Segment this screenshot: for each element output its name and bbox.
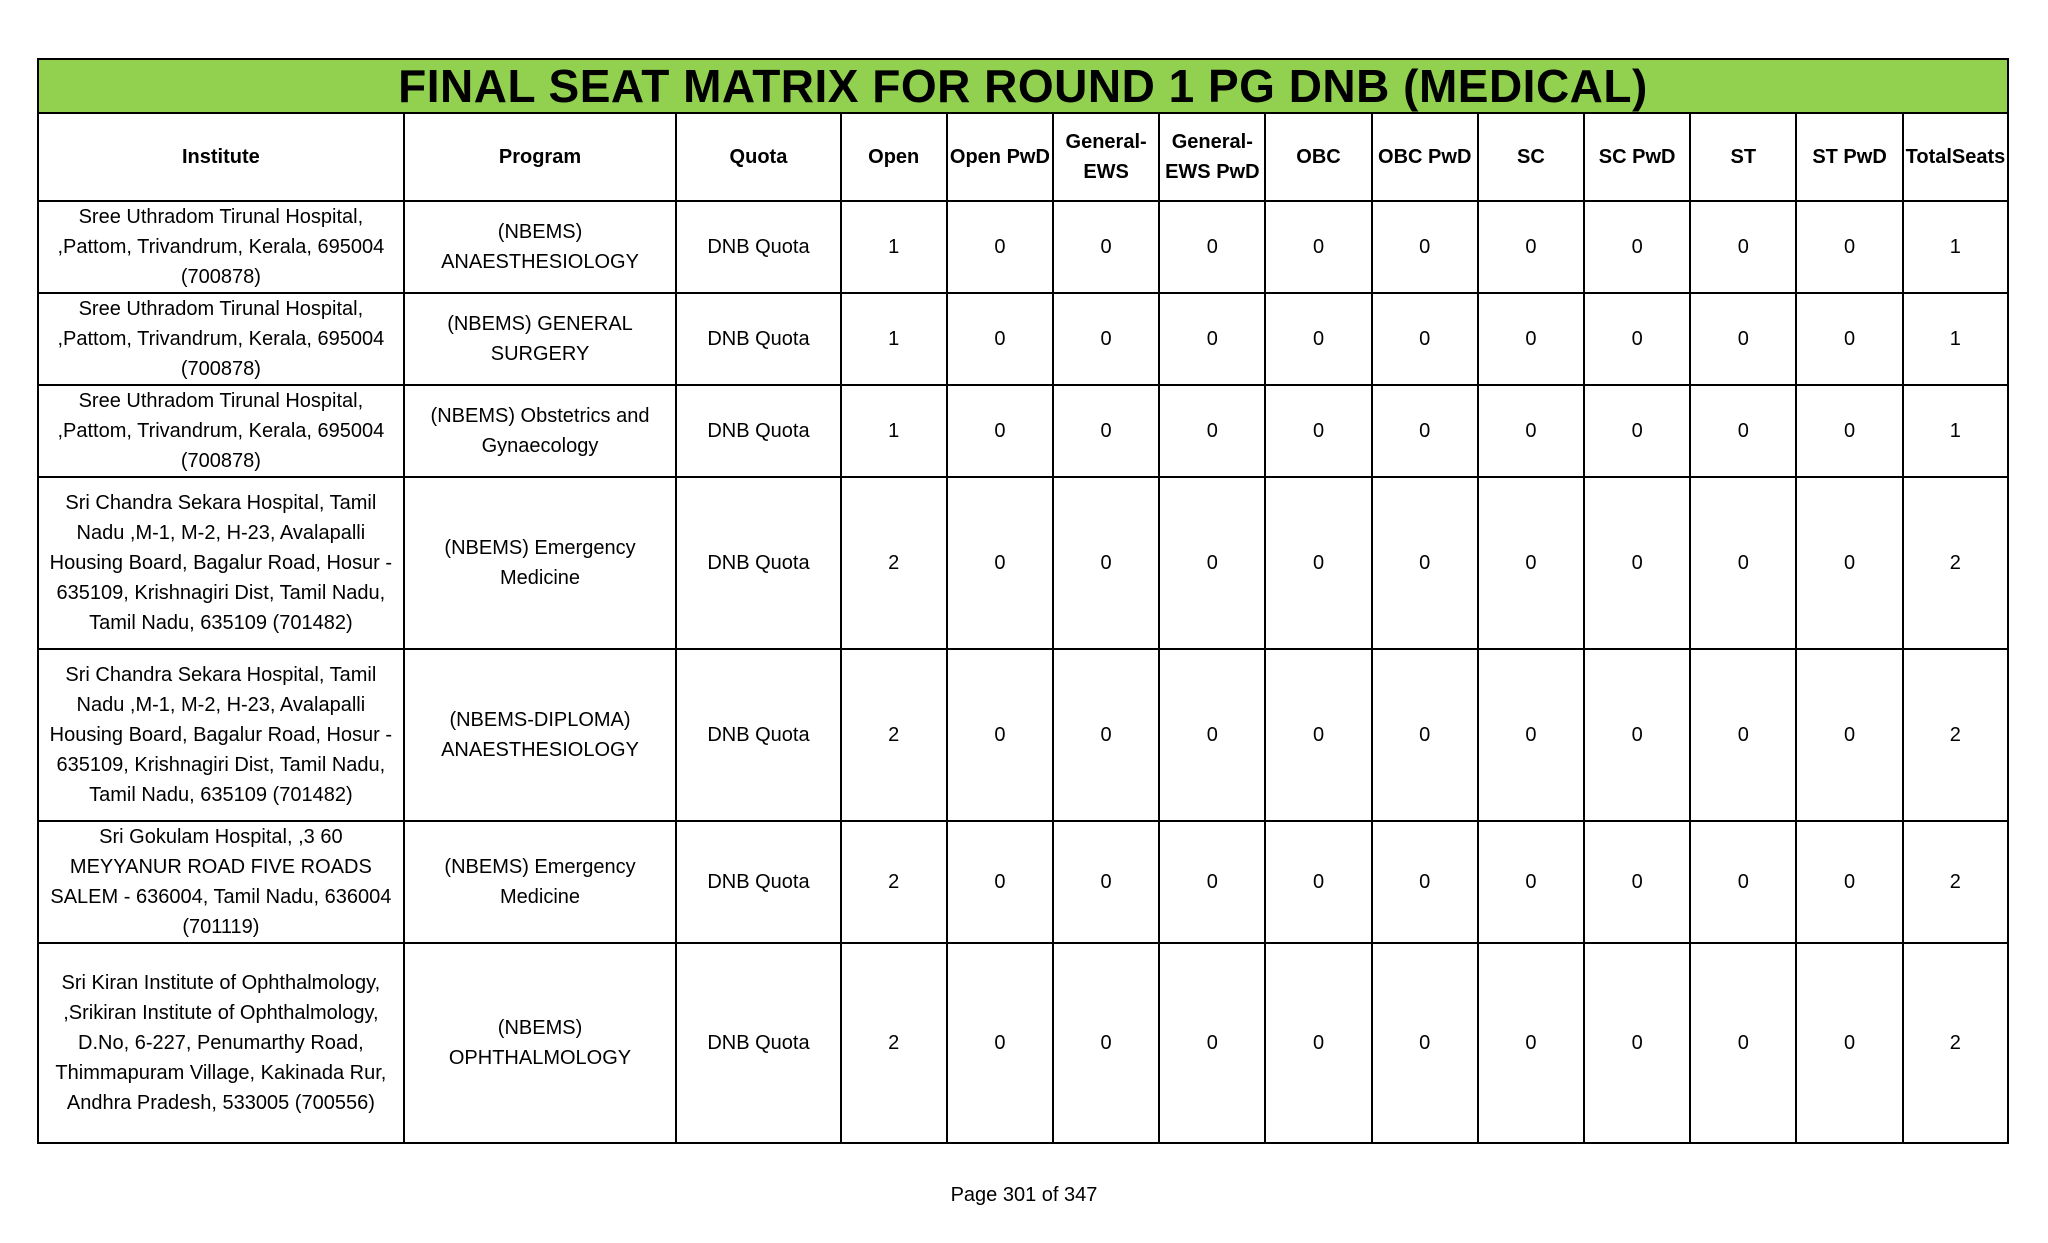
column-header: Open <box>841 113 947 201</box>
page-title: FINAL SEAT MATRIX FOR ROUND 1 PG DNB (MEDICAL) <box>38 59 2008 113</box>
table-cell: 0 <box>1372 943 1478 1143</box>
table-cell: 1 <box>1903 385 2008 477</box>
table-cell: 0 <box>1372 477 1478 649</box>
table-cell: 0 <box>947 821 1053 943</box>
table-cell: 2 <box>841 821 947 943</box>
table-cell: 0 <box>1053 821 1159 943</box>
table-cell: 0 <box>947 385 1053 477</box>
column-header: TotalSeats <box>1903 113 2008 201</box>
title-row <box>38 59 2008 113</box>
column-header: General-EWS <box>1053 113 1159 201</box>
table-cell: 2 <box>841 477 947 649</box>
table-cell: 0 <box>1796 201 1902 293</box>
table-cell: 0 <box>1690 385 1796 477</box>
column-header: ST PwD <box>1796 113 1902 201</box>
table-cell: 0 <box>1796 821 1902 943</box>
table-cell: 1 <box>841 201 947 293</box>
table-row <box>38 649 2008 821</box>
table-row <box>38 821 2008 943</box>
table-cell: 2 <box>1903 943 2008 1143</box>
table-cell: 0 <box>1478 201 1584 293</box>
table-cell: 0 <box>1796 943 1902 1143</box>
table-cell: 0 <box>1265 477 1371 649</box>
table-cell: 0 <box>947 293 1053 385</box>
table-cell: 0 <box>1690 293 1796 385</box>
table-cell: 0 <box>1584 385 1690 477</box>
table-cell: (NBEMS) OPHTHALMOLOGY <box>404 943 677 1143</box>
table-cell: Sri Chandra Sekara Hospital, Tamil Nadu ,M-1, M-2, H-23, Avalapalli Housing Board, Bagalur Road, Hosur - 635109, Krishnagiri Dist, Tamil Nadu, Tamil Nadu, 635109 (701482) <box>38 649 404 821</box>
table-cell: 0 <box>1159 293 1265 385</box>
table-cell: 0 <box>1584 821 1690 943</box>
table-cell: 0 <box>1690 943 1796 1143</box>
table-cell: 0 <box>1053 649 1159 821</box>
table-cell: 2 <box>1903 477 2008 649</box>
table-cell: Sree Uthradom Tirunal Hospital, ,Pattom, Trivandrum, Kerala, 695004 (700878) <box>38 201 404 293</box>
table-cell: DNB Quota <box>676 293 840 385</box>
table-cell: 0 <box>1478 649 1584 821</box>
table-cell: 0 <box>1690 821 1796 943</box>
table-cell: 2 <box>841 649 947 821</box>
table-cell: 0 <box>1265 943 1371 1143</box>
table-cell: 0 <box>1265 385 1371 477</box>
table-cell: 0 <box>1478 477 1584 649</box>
table-cell: 0 <box>1690 477 1796 649</box>
column-header: Program <box>404 113 677 201</box>
table-cell: 0 <box>1159 477 1265 649</box>
table-row <box>38 943 2008 1143</box>
table-body <box>38 201 2008 1143</box>
table-cell: 0 <box>1265 649 1371 821</box>
table-cell: 0 <box>1265 821 1371 943</box>
table-cell: (NBEMS-DIPLOMA) ANAESTHESIOLOGY <box>404 649 677 821</box>
table-cell: DNB Quota <box>676 943 840 1143</box>
table-cell: 0 <box>1690 649 1796 821</box>
table-cell: Sri Kiran Institute of Ophthalmology, ,Srikiran Institute of Ophthalmology, D.No, 6-227, Penumarthy Road, Thimmapuram Village, Kakinada Rur, Andhra Pradesh, 533005 (700556) <box>38 943 404 1143</box>
table-row <box>38 201 2008 293</box>
page-number-footer: Page 301 of 347 <box>950 1184 1098 1206</box>
table-cell: 0 <box>1372 821 1478 943</box>
table-cell: 0 <box>1796 649 1902 821</box>
table-cell: 0 <box>1159 821 1265 943</box>
table-cell: 0 <box>947 649 1053 821</box>
table-row <box>38 293 2008 385</box>
table-cell: 0 <box>947 943 1053 1143</box>
table-cell: Sri Chandra Sekara Hospital, Tamil Nadu ,M-1, M-2, H-23, Avalapalli Housing Board, Bagalur Road, Hosur - 635109, Krishnagiri Dist, Tamil Nadu, Tamil Nadu, 635109 (701482) <box>38 477 404 649</box>
table-cell: DNB Quota <box>676 821 840 943</box>
table-row <box>38 385 2008 477</box>
table-cell: 2 <box>841 943 947 1143</box>
table-cell: 0 <box>1053 293 1159 385</box>
column-header: OBC <box>1265 113 1371 201</box>
table-cell: 0 <box>1690 201 1796 293</box>
table-cell: 0 <box>1372 293 1478 385</box>
column-header: OBC PwD <box>1372 113 1478 201</box>
table-cell: (NBEMS) Emergency Medicine <box>404 821 677 943</box>
table-row <box>38 477 2008 649</box>
table-cell: 0 <box>1584 943 1690 1143</box>
table-cell: 0 <box>1265 293 1371 385</box>
table-cell: 0 <box>1584 477 1690 649</box>
table-cell: 1 <box>1903 293 2008 385</box>
table-cell: 0 <box>1053 385 1159 477</box>
table-cell: 0 <box>1159 649 1265 821</box>
table-cell: 0 <box>1372 649 1478 821</box>
table-cell: DNB Quota <box>676 649 840 821</box>
seat-matrix-sheet <box>37 58 2009 1144</box>
table-cell: DNB Quota <box>676 385 840 477</box>
table-cell: 0 <box>1053 477 1159 649</box>
table-cell: Sree Uthradom Tirunal Hospital, ,Pattom, Trivandrum, Kerala, 695004 (700878) <box>38 293 404 385</box>
table-cell: 0 <box>947 477 1053 649</box>
table-cell: 1 <box>841 385 947 477</box>
table-cell: 0 <box>1053 943 1159 1143</box>
table-cell: 0 <box>1584 293 1690 385</box>
table-cell: (NBEMS) Obstetrics and Gynaecology <box>404 385 677 477</box>
table-cell: 2 <box>1903 821 2008 943</box>
seat-matrix-table <box>37 58 2009 1144</box>
column-header: SC <box>1478 113 1584 201</box>
table-cell: (NBEMS) ANAESTHESIOLOGY <box>404 201 677 293</box>
table-cell: 2 <box>1903 649 2008 821</box>
table-cell: 0 <box>1159 943 1265 1143</box>
column-header: ST <box>1690 113 1796 201</box>
table-cell: 0 <box>1478 293 1584 385</box>
table-cell: 0 <box>1796 477 1902 649</box>
table-cell: 0 <box>1584 649 1690 821</box>
column-header: Institute <box>38 113 404 201</box>
table-cell: 0 <box>1478 943 1584 1143</box>
column-header: Quota <box>676 113 840 201</box>
column-header: SC PwD <box>1584 113 1690 201</box>
table-cell: 0 <box>1265 201 1371 293</box>
table-cell: 0 <box>1584 201 1690 293</box>
table-cell: 1 <box>1903 201 2008 293</box>
column-header-row <box>38 113 2008 201</box>
table-cell: Sri Gokulam Hospital, ,3 60 MEYYANUR ROAD FIVE ROADS SALEM - 636004, Tamil Nadu, 636004 (701119) <box>38 821 404 943</box>
table-cell: 0 <box>947 201 1053 293</box>
table-cell: (NBEMS) Emergency Medicine <box>404 477 677 649</box>
table-cell: 0 <box>1796 293 1902 385</box>
table-cell: 0 <box>1372 385 1478 477</box>
table-cell: 0 <box>1796 385 1902 477</box>
table-cell: 0 <box>1159 201 1265 293</box>
table-cell: DNB Quota <box>676 477 840 649</box>
table-cell: 0 <box>1478 821 1584 943</box>
table-cell: Sree Uthradom Tirunal Hospital, ,Pattom, Trivandrum, Kerala, 695004 (700878) <box>38 385 404 477</box>
table-cell: 0 <box>1159 385 1265 477</box>
table-cell: (NBEMS) GENERAL SURGERY <box>404 293 677 385</box>
table-cell: 1 <box>841 293 947 385</box>
table-cell: 0 <box>1478 385 1584 477</box>
table-cell: 0 <box>1053 201 1159 293</box>
table-cell: 0 <box>1372 201 1478 293</box>
column-header: Open PwD <box>947 113 1053 201</box>
table-cell: DNB Quota <box>676 201 840 293</box>
column-header: General-EWS PwD <box>1159 113 1265 201</box>
